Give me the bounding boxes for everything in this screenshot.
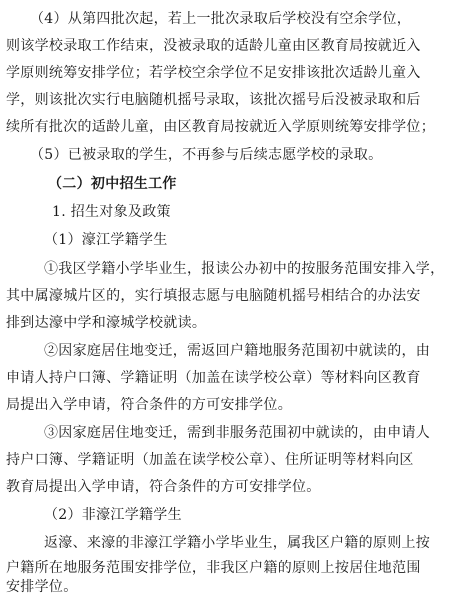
line-text: ③因家庭居住地变迁，需到非服务范围初中就读的，由申请人: [44, 425, 431, 441]
paragraph-line: [0, 474, 462, 500]
heading-text: 1. 招生对象及政策: [52, 204, 171, 220]
line-text: 则该学校录取工作结束，没被录取的适龄儿童由区教育局按就近入: [6, 38, 421, 54]
line-text: 学原则统筹安排学位；若学校空余学位不足安排该批次适龄儿童入: [6, 65, 421, 81]
paragraph-line: [0, 530, 462, 556]
heading-text: （2）非濠江学籍学生: [44, 507, 182, 523]
paragraph-line: [0, 338, 462, 364]
line-text: 续所有批次的适龄儿童，由区教育局按就近入学原则统筹安排学位；: [6, 119, 435, 135]
line-text: （5）已被录取的学生，不再参与后续志愿学校的录取。: [30, 147, 383, 163]
paragraph-line: [0, 6, 462, 32]
paragraph-line: [0, 310, 462, 336]
section-heading: [0, 171, 462, 197]
line-text: ②因家庭居住地变迁，需返回户籍地服务范围初中就读的，由: [44, 343, 431, 359]
paragraph-line: [0, 114, 462, 140]
line-text: 返濠、来濠的非濠江学籍小学毕业生，属我区户籍的原则上按: [44, 535, 431, 551]
sub-heading: [0, 199, 462, 225]
paragraph-line: [0, 283, 462, 309]
line-text: 排到达濠中学和濠城学校就读。: [6, 315, 207, 331]
line-text: 教育局提出入学申请，符合条件的方可安排学位。: [6, 479, 321, 495]
paragraph-line: [0, 392, 462, 418]
line-text: 局提出入学申请，符合条件的方可安排学位。: [6, 397, 292, 413]
sub-heading: [0, 227, 462, 253]
line-text: 持户口簿、学籍证明（加盖在读学校公章）、住所证明等材料向区: [6, 452, 414, 468]
line-text: 其中属濠城片区的，实行填报志愿与电脑随机摇号相结合的办法安: [6, 288, 421, 304]
paragraph-line: [0, 256, 462, 282]
sub-heading: [0, 502, 462, 528]
paragraph-line: [0, 420, 462, 446]
line-text: 学，则该批次实行电脑随机摇号录取，该批次摇号后没被录取和后: [6, 92, 421, 108]
line-text: 安排学位。: [6, 579, 78, 595]
paragraph-line: [0, 142, 462, 168]
paragraph-line: [0, 447, 462, 473]
paragraph-line: [0, 574, 462, 600]
line-text: （4）从第四批次起，若上一批次录取后学校没有空余学位，: [30, 11, 412, 27]
paragraph-line: [0, 365, 462, 391]
heading-text: （1）濠江学籍学生: [44, 232, 168, 248]
paragraph-line: [0, 60, 462, 86]
paragraph-line: [0, 33, 462, 59]
paragraph-line: [0, 87, 462, 113]
line-text: 申请人持户口簿、学籍证明（加盖在读学校公章）等材料向区教育: [6, 370, 421, 386]
heading-text: （二）初中招生工作: [48, 176, 177, 192]
line-text: ①我区学籍小学毕业生，报读公办初中的按服务范围安排入学，: [44, 261, 445, 277]
line-text: 户籍所在地服务范围安排学位，非我区户籍的原则上按居住地范围: [6, 560, 421, 576]
